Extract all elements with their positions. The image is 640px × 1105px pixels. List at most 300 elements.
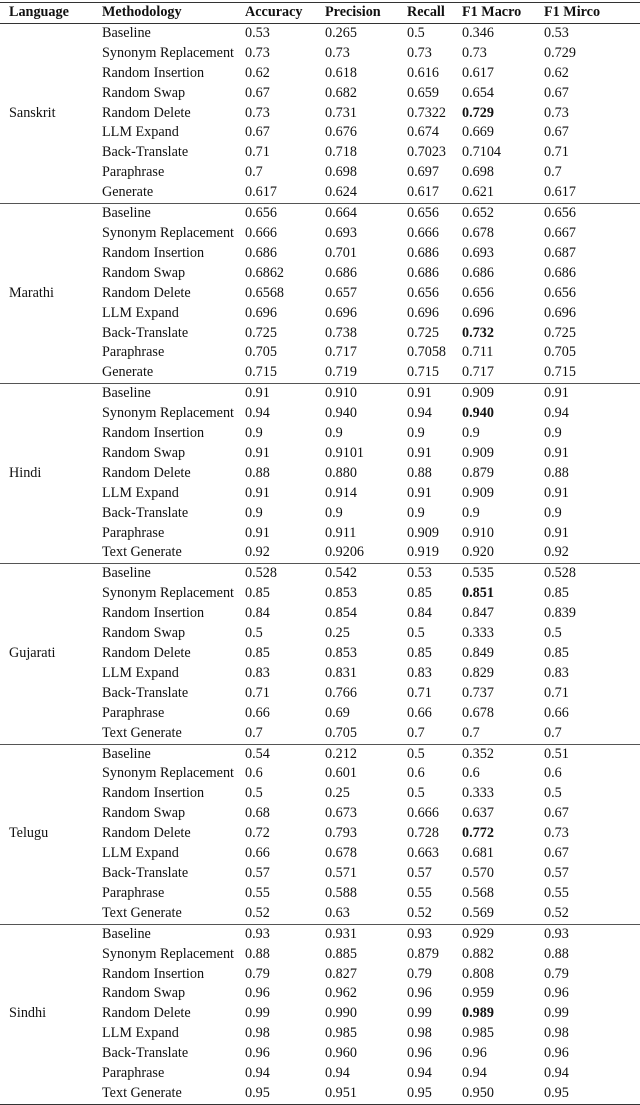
recall-cell: 0.98: [407, 1025, 432, 1042]
recall-cell: 0.715: [407, 364, 439, 381]
f1-micro-cell: 0.96: [544, 985, 569, 1002]
f1-macro-cell: 0.652: [462, 205, 494, 222]
f1-micro-cell: 0.99: [544, 1005, 569, 1022]
f1-macro-cell: 0.686: [462, 264, 494, 281]
methodology-cell: Paraphrase: [102, 164, 165, 181]
methodology-cell: Random Swap: [102, 444, 186, 461]
precision-cell: 0.542: [325, 565, 357, 582]
precision-cell: 0.853: [325, 585, 357, 602]
methodology-cell: Baseline: [102, 925, 151, 942]
f1-micro-cell: 0.71: [544, 684, 569, 701]
precision-cell: 0.738: [325, 324, 357, 341]
precision-cell: 0.831: [325, 664, 357, 681]
f1-macro-cell: 0.7: [462, 724, 480, 741]
f1-macro-cell: 0.678: [462, 704, 494, 721]
accuracy-cell: 0.5: [245, 785, 263, 802]
header-recall: Recall: [407, 3, 462, 24]
f1-macro-cell: 0.678: [462, 224, 494, 241]
recall-cell: 0.91: [407, 385, 432, 402]
precision-cell: 0.940: [325, 405, 357, 422]
precision-cell: 0.853: [325, 645, 357, 661]
methodology-cell: Random Swap: [102, 805, 186, 822]
methodology-cell: Random Delete: [102, 464, 191, 481]
f1-macro-cell: 0.698: [462, 164, 494, 181]
precision-cell: 0.766: [325, 684, 357, 701]
recall-cell: 0.91: [407, 484, 432, 501]
methodology-cell: Random Swap: [102, 264, 186, 281]
accuracy-cell: 0.9: [245, 504, 263, 521]
accuracy-cell: 0.715: [245, 364, 277, 381]
accuracy-cell: 0.666: [245, 224, 277, 241]
f1-macro-cell: 0.929: [462, 925, 494, 942]
header-precision: Precision: [325, 3, 407, 24]
f1-micro-cell: 0.96: [544, 1045, 569, 1062]
accuracy-cell: 0.6: [245, 765, 263, 782]
f1-micro-cell: 0.66: [544, 704, 569, 721]
recall-cell: 0.617: [407, 184, 439, 201]
f1-micro-cell: 0.7: [544, 164, 562, 181]
recall-cell: 0.85: [407, 645, 432, 661]
precision-cell: 0.673: [325, 805, 357, 822]
f1-macro-cell: 0.882: [462, 945, 494, 962]
f1-macro-cell: 0.950: [462, 1084, 494, 1101]
methodology-cell: Paraphrase: [102, 884, 165, 901]
accuracy-cell: 0.91: [245, 524, 270, 541]
methodology-cell: Random Swap: [102, 84, 186, 101]
precision-cell: 0.696: [325, 304, 357, 321]
recall-cell: 0.95: [407, 1084, 432, 1101]
precision-cell: 0.9: [325, 425, 343, 442]
f1-micro-cell: 0.93: [544, 925, 569, 942]
f1-macro-cell: 0.621: [462, 184, 494, 201]
f1-micro-cell: 0.715: [544, 364, 576, 381]
recall-cell: 0.659: [407, 84, 439, 101]
precision-cell: 0.618: [325, 64, 357, 81]
f1-micro-cell: 0.79: [544, 965, 569, 982]
f1-macro-cell: 0.7104: [462, 144, 502, 161]
accuracy-cell: 0.73: [245, 104, 270, 121]
accuracy-cell: 0.99: [245, 1005, 270, 1022]
f1-micro-cell: 0.51: [544, 745, 569, 762]
methodology-cell: Text Generate: [102, 1084, 182, 1101]
recall-cell: 0.93: [407, 925, 432, 942]
methodology-cell: Synonym Replacement: [102, 585, 234, 602]
f1-macro-cell: 0.910: [462, 524, 494, 541]
accuracy-cell: 0.705: [245, 344, 277, 361]
precision-cell: 0.910: [325, 385, 357, 402]
precision-cell: 0.94: [325, 1065, 350, 1082]
methodology-cell: Paraphrase: [102, 1065, 165, 1082]
recall-cell: 0.7322: [407, 104, 447, 121]
methodology-cell: Back-Translate: [102, 504, 189, 521]
accuracy-cell: 0.79: [245, 965, 270, 982]
accuracy-cell: 0.95: [245, 1084, 270, 1101]
precision-cell: 0.212: [325, 745, 357, 762]
recall-cell: 0.94: [407, 1065, 432, 1082]
precision-cell: 0.717: [325, 344, 357, 361]
precision-cell: 0.698: [325, 164, 357, 181]
precision-cell: 0.25: [325, 785, 350, 802]
recall-cell: 0.57: [407, 864, 432, 881]
methodology-cell: Random Insertion: [102, 785, 205, 802]
accuracy-cell: 0.88: [245, 464, 270, 481]
accuracy-cell: 0.71: [245, 684, 270, 701]
precision-cell: 0.9101: [325, 444, 365, 461]
f1-micro-cell: 0.67: [544, 805, 569, 822]
recall-cell: 0.7: [407, 724, 425, 741]
f1-macro-cell: 0.909: [462, 484, 494, 501]
recall-cell: 0.5: [407, 745, 425, 762]
methodology-cell: Baseline: [102, 24, 151, 41]
f1-micro-cell: 0.88: [544, 945, 569, 962]
f1-micro-cell: 0.91: [544, 385, 569, 402]
methodology-cell: Generate: [102, 364, 154, 381]
f1-macro-cell: 0.989: [462, 1005, 494, 1022]
methodology-cell: LLM Expand: [102, 1025, 179, 1042]
f1-macro-cell: 0.6: [462, 765, 480, 782]
f1-macro-cell: 0.9: [462, 504, 480, 521]
accuracy-cell: 0.96: [245, 1045, 270, 1062]
f1-macro-cell: 0.669: [462, 124, 494, 141]
f1-micro-cell: 0.686: [544, 264, 576, 281]
f1-micro-cell: 0.839: [544, 605, 576, 622]
methodology-cell: Synonym Replacement: [102, 765, 234, 782]
recall-cell: 0.919: [407, 544, 439, 561]
f1-micro-cell: 0.617: [544, 184, 576, 201]
recall-cell: 0.94: [407, 405, 432, 422]
f1-macro-cell: 0.711: [462, 344, 494, 361]
methodology-cell: Text Generate: [102, 724, 182, 741]
f1-micro-cell: 0.5: [544, 625, 562, 642]
f1-micro-cell: 0.85: [544, 585, 569, 602]
accuracy-cell: 0.67: [245, 84, 270, 101]
precision-cell: 0.793: [325, 825, 357, 842]
precision-cell: 0.664: [325, 205, 357, 222]
f1-macro-cell: 0.333: [462, 625, 494, 642]
header-f1-macro: F1 Macro: [462, 3, 544, 24]
precision-cell: 0.9: [325, 504, 343, 521]
recall-cell: 0.5: [407, 24, 425, 41]
accuracy-cell: 0.68: [245, 805, 270, 822]
table-row: [0, 23, 640, 43]
accuracy-cell: 0.5: [245, 625, 263, 642]
recall-cell: 0.96: [407, 1045, 432, 1062]
recall-cell: 0.6: [407, 765, 425, 782]
precision-cell: 0.880: [325, 464, 357, 481]
f1-macro-cell: 0.570: [462, 864, 494, 881]
precision-cell: 0.719: [325, 364, 357, 381]
recall-cell: 0.52: [407, 904, 432, 921]
recall-cell: 0.909: [407, 524, 439, 541]
accuracy-cell: 0.7: [245, 164, 263, 181]
methodology-cell: Random Insertion: [102, 244, 205, 261]
recall-cell: 0.697: [407, 164, 439, 181]
methodology-cell: Back-Translate: [102, 1045, 189, 1062]
f1-micro-cell: 0.5: [544, 785, 562, 802]
f1-macro-cell: 0.681: [462, 845, 494, 862]
precision-cell: 0.9206: [325, 544, 365, 561]
precision-cell: 0.588: [325, 884, 357, 901]
precision-cell: 0.678: [325, 845, 357, 862]
table-header: [0, 3, 640, 24]
language-cell: Sanskrit: [9, 104, 56, 121]
f1-micro-cell: 0.92: [544, 544, 569, 561]
methodology-cell: Synonym Replacement: [102, 224, 234, 241]
recall-cell: 0.9: [407, 425, 425, 442]
f1-macro-cell: 0.352: [462, 745, 494, 762]
recall-cell: 0.656: [407, 284, 439, 301]
f1-micro-cell: 0.6: [544, 765, 562, 782]
language-group: [0, 204, 640, 384]
accuracy-cell: 0.85: [245, 585, 270, 602]
f1-macro-cell: 0.94: [462, 1065, 487, 1082]
methodology-cell: Back-Translate: [102, 864, 189, 881]
recall-cell: 0.5: [407, 625, 425, 642]
f1-macro-cell: 0.808: [462, 965, 494, 982]
f1-macro-cell: 0.569: [462, 904, 494, 921]
recall-cell: 0.84: [407, 605, 432, 622]
methodology-cell: Random Insertion: [102, 965, 205, 982]
f1-macro-cell: 0.920: [462, 544, 494, 561]
precision-cell: 0.911: [325, 524, 357, 541]
f1-macro-cell: 0.654: [462, 84, 494, 101]
f1-macro-cell: 0.693: [462, 244, 494, 261]
accuracy-cell: 0.71: [245, 144, 270, 161]
accuracy-cell: 0.91: [245, 444, 270, 461]
recall-cell: 0.66: [407, 704, 432, 721]
recall-cell: 0.686: [407, 264, 439, 281]
accuracy-cell: 0.72: [245, 825, 270, 842]
language-group: [0, 924, 640, 1104]
f1-macro-cell: 0.73: [462, 44, 487, 61]
table-row: [0, 924, 640, 944]
accuracy-cell: 0.84: [245, 605, 270, 622]
accuracy-cell: 0.98: [245, 1025, 270, 1042]
recall-cell: 0.616: [407, 64, 439, 81]
recall-cell: 0.674: [407, 124, 439, 141]
precision-cell: 0.682: [325, 84, 357, 101]
accuracy-cell: 0.725: [245, 324, 277, 341]
precision-cell: 0.693: [325, 224, 357, 241]
f1-macro-cell: 0.637: [462, 805, 494, 822]
accuracy-cell: 0.57: [245, 864, 270, 881]
accuracy-cell: 0.6568: [245, 284, 285, 301]
methodology-cell: Back-Translate: [102, 144, 189, 161]
recall-cell: 0.83: [407, 664, 432, 681]
methodology-cell: Paraphrase: [102, 344, 165, 361]
f1-micro-cell: 0.57: [544, 864, 569, 881]
language-cell: Gujarati: [9, 645, 56, 661]
precision-cell: 0.25: [325, 625, 350, 642]
accuracy-cell: 0.73: [245, 44, 270, 61]
f1-micro-cell: 0.55: [544, 884, 569, 901]
language-cell: Hindi: [9, 464, 42, 481]
precision-cell: 0.990: [325, 1005, 357, 1022]
accuracy-cell: 0.96: [245, 985, 270, 1002]
language-cell: Telugu: [9, 825, 49, 842]
precision-cell: 0.69: [325, 704, 350, 721]
accuracy-cell: 0.66: [245, 704, 270, 721]
header-f1-micro: F1 Mirco: [544, 3, 640, 24]
recall-cell: 0.71: [407, 684, 432, 701]
f1-macro-cell: 0.656: [462, 284, 494, 301]
f1-macro-cell: 0.96: [462, 1045, 487, 1062]
f1-micro-cell: 0.71: [544, 144, 569, 161]
methodology-cell: Random Delete: [102, 104, 191, 121]
f1-micro-cell: 0.729: [544, 44, 576, 61]
methodology-cell: Baseline: [102, 565, 151, 582]
methodology-cell: Text Generate: [102, 544, 182, 561]
f1-macro-cell: 0.729: [462, 104, 494, 121]
f1-macro-cell: 0.346: [462, 24, 494, 41]
f1-micro-cell: 0.67: [544, 845, 569, 862]
f1-macro-cell: 0.985: [462, 1025, 494, 1042]
methodology-cell: Text Generate: [102, 904, 182, 921]
methodology-cell: Random Delete: [102, 1005, 191, 1022]
f1-macro-cell: 0.9: [462, 425, 480, 442]
f1-macro-cell: 0.829: [462, 664, 494, 681]
f1-micro-cell: 0.91: [544, 484, 569, 501]
methodology-cell: Random Insertion: [102, 605, 205, 622]
language-cell: Marathi: [9, 284, 54, 301]
header-row: [0, 3, 640, 24]
f1-micro-cell: 0.656: [544, 205, 576, 222]
f1-macro-cell: 0.909: [462, 385, 494, 402]
methodology-cell: LLM Expand: [102, 484, 179, 501]
recall-cell: 0.79: [407, 965, 432, 982]
f1-micro-cell: 0.67: [544, 84, 569, 101]
accuracy-cell: 0.656: [245, 205, 277, 222]
f1-macro-cell: 0.737: [462, 684, 494, 701]
f1-micro-cell: 0.94: [544, 405, 569, 422]
accuracy-cell: 0.66: [245, 845, 270, 862]
f1-micro-cell: 0.667: [544, 224, 576, 241]
results-table: [0, 2, 640, 1105]
f1-macro-cell: 0.847: [462, 605, 494, 622]
precision-cell: 0.951: [325, 1084, 357, 1101]
accuracy-cell: 0.6862: [245, 264, 285, 281]
f1-micro-cell: 0.725: [544, 324, 576, 341]
f1-micro-cell: 0.7: [544, 724, 562, 741]
header-accuracy: Accuracy: [245, 3, 325, 24]
f1-micro-cell: 0.94: [544, 1065, 569, 1082]
precision-cell: 0.731: [325, 104, 357, 121]
f1-micro-cell: 0.91: [544, 524, 569, 541]
language-cell: Sindhi: [9, 1005, 47, 1022]
f1-micro-cell: 0.9: [544, 425, 562, 442]
table-row: [0, 384, 640, 404]
methodology-cell: LLM Expand: [102, 304, 179, 321]
table-row: [0, 204, 640, 224]
accuracy-cell: 0.7: [245, 724, 263, 741]
f1-micro-cell: 0.98: [544, 1025, 569, 1042]
precision-cell: 0.624: [325, 184, 357, 201]
accuracy-cell: 0.94: [245, 405, 270, 422]
f1-micro-cell: 0.687: [544, 244, 576, 261]
methodology-cell: LLM Expand: [102, 845, 179, 862]
precision-cell: 0.265: [325, 24, 357, 41]
f1-micro-cell: 0.73: [544, 104, 569, 121]
recall-cell: 0.88: [407, 464, 432, 481]
f1-micro-cell: 0.705: [544, 344, 576, 361]
recall-cell: 0.53: [407, 565, 432, 582]
f1-micro-cell: 0.53: [544, 24, 569, 41]
accuracy-cell: 0.88: [245, 945, 270, 962]
header-language: Language: [0, 3, 102, 24]
recall-cell: 0.5: [407, 785, 425, 802]
f1-macro-cell: 0.879: [462, 464, 494, 481]
f1-macro-cell: 0.333: [462, 785, 494, 802]
f1-micro-cell: 0.95: [544, 1084, 569, 1101]
methodology-cell: LLM Expand: [102, 664, 179, 681]
f1-micro-cell: 0.62: [544, 64, 569, 81]
methodology-cell: Random Delete: [102, 825, 191, 842]
recall-cell: 0.656: [407, 205, 439, 222]
f1-macro-cell: 0.717: [462, 364, 494, 381]
precision-cell: 0.885: [325, 945, 357, 962]
precision-cell: 0.701: [325, 244, 357, 261]
methodology-cell: Synonym Replacement: [102, 405, 234, 422]
recall-cell: 0.879: [407, 945, 439, 962]
accuracy-cell: 0.62: [245, 64, 270, 81]
accuracy-cell: 0.94: [245, 1065, 270, 1082]
language-group: [0, 564, 640, 744]
f1-micro-cell: 0.88: [544, 464, 569, 481]
language-group: [0, 384, 640, 564]
f1-micro-cell: 0.67: [544, 124, 569, 141]
accuracy-cell: 0.67: [245, 124, 270, 141]
f1-micro-cell: 0.83: [544, 664, 569, 681]
table-row: [0, 564, 640, 584]
precision-cell: 0.960: [325, 1045, 357, 1062]
precision-cell: 0.827: [325, 965, 357, 982]
methodology-cell: Synonym Replacement: [102, 44, 234, 61]
precision-cell: 0.686: [325, 264, 357, 281]
f1-macro-cell: 0.568: [462, 884, 494, 901]
recall-cell: 0.7058: [407, 344, 447, 361]
f1-micro-cell: 0.9: [544, 504, 562, 521]
accuracy-cell: 0.686: [245, 244, 277, 261]
recall-cell: 0.99: [407, 1005, 432, 1022]
precision-cell: 0.63: [325, 904, 350, 921]
accuracy-cell: 0.91: [245, 484, 270, 501]
f1-macro-cell: 0.959: [462, 985, 494, 1002]
f1-micro-cell: 0.52: [544, 904, 569, 921]
recall-cell: 0.7023: [407, 144, 447, 161]
language-group: [0, 744, 640, 924]
accuracy-cell: 0.528: [245, 565, 277, 582]
accuracy-cell: 0.9: [245, 425, 263, 442]
recall-cell: 0.666: [407, 224, 439, 241]
methodology-cell: Random Insertion: [102, 425, 205, 442]
f1-micro-cell: 0.656: [544, 284, 576, 301]
f1-macro-cell: 0.696: [462, 304, 494, 321]
accuracy-cell: 0.91: [245, 385, 270, 402]
methodology-cell: Random Swap: [102, 985, 186, 1002]
methodology-cell: Baseline: [102, 745, 151, 762]
f1-micro-cell: 0.91: [544, 444, 569, 461]
methodology-cell: Back-Translate: [102, 324, 189, 341]
recall-cell: 0.55: [407, 884, 432, 901]
recall-cell: 0.663: [407, 845, 439, 862]
methodology-cell: LLM Expand: [102, 124, 179, 141]
accuracy-cell: 0.92: [245, 544, 270, 561]
recall-cell: 0.91: [407, 444, 432, 461]
accuracy-cell: 0.52: [245, 904, 270, 921]
recall-cell: 0.666: [407, 805, 439, 822]
accuracy-cell: 0.55: [245, 884, 270, 901]
accuracy-cell: 0.696: [245, 304, 277, 321]
